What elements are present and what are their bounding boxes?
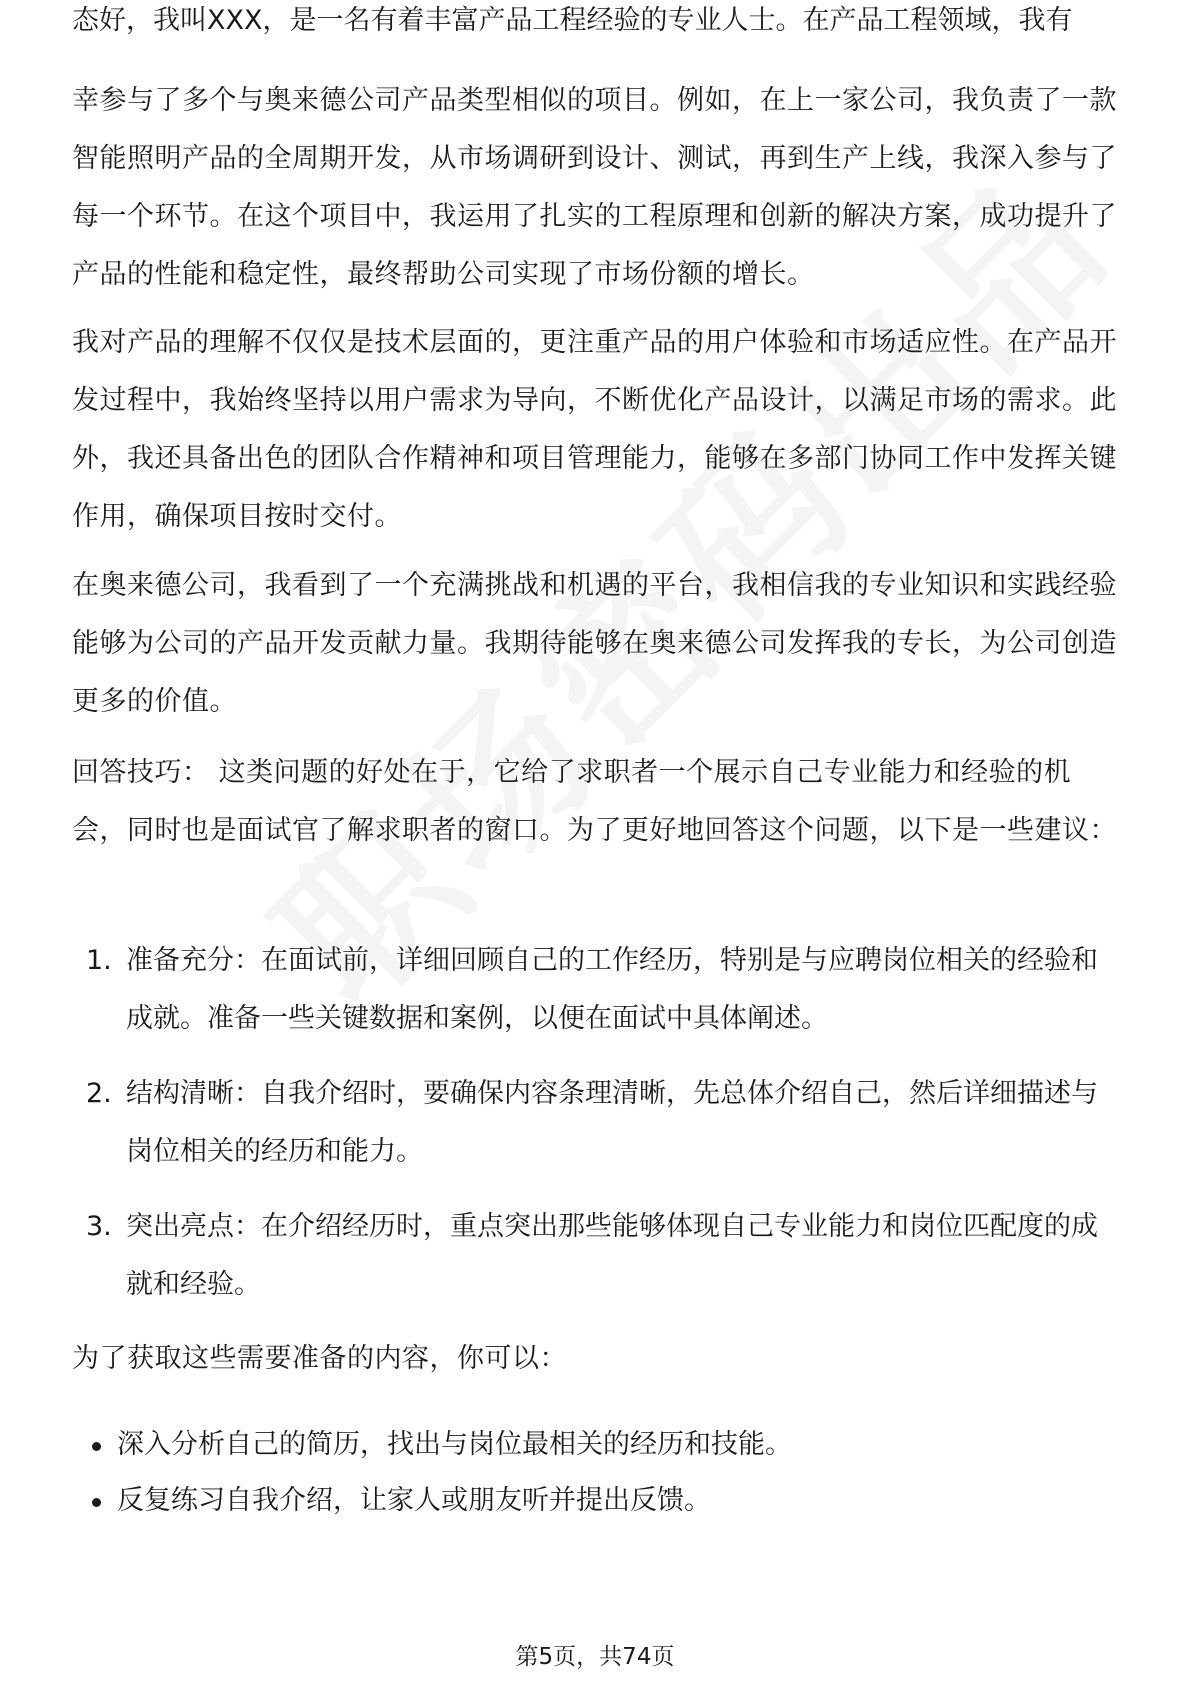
page-footer: 第5页，共74页 [515,1644,675,1670]
partial-top-line [72,5,1124,58]
list-text: 准备充分：在面试前，详细回顾自己的工作经历，特别是与应聘岗位相关的经验和成就。准备一些关键数据和案例，以便在面试中具体阐述。 [126,945,1098,1034]
list-number: 1. [86,945,112,976]
partial-top-line-text: 态好，我叫XXX，是一名有着丰富产品工程经验的专业人士。在产品工程领域，我有 [72,5,1073,36]
bullet-item-1 [92,1416,1122,1474]
bullet-text: 深入分析自己的简历，找出与岗位最相关的经历和技能。 [117,1429,792,1460]
list-text: 突出亮点：在介绍经历时，重点突出那些能够体现自己专业能力和岗位匹配度的成就和经验。 [126,1211,1098,1300]
list-number: 2. [86,1078,112,1109]
paragraph-company-fit: 在奥来德公司，我看到了一个充满挑战和机遇的平台，我相信我的专业知识和实践经验能够为公司的产品开发贡献力量。我期待能够在奥来德公司发挥我的专长，为公司创造更多的价值。 [72,570,1117,717]
numbered-item-3 [86,1198,1124,1314]
closing-intro: 为了获取这些需要准备的内容，你可以： [72,1343,567,1374]
bullet-dot-icon [92,1498,101,1507]
list-text: 结构清晰：自我介绍时，要确保内容条理清晰，先总体介绍自己，然后详细描述与岗位相关的经历和能力。 [126,1078,1098,1167]
list-number: 3. [86,1211,112,1242]
numbered-item-2 [86,1065,1124,1181]
bullet-item-2 [92,1472,1122,1530]
paragraph-experience: 幸参与了多个与奥来德公司产品类型相似的项目。例如，在上一家公司，我负责了一款智能照明产品的全周期开发，从市场调研到设计、测试，再到生产上线，我深入参与了每一个环节。在这个项目中，我运用了扎实的工程原理和创新的解决方案，成功提升了产品的性能和稳定性，最终帮助公司实现了市场份额的增长。 [72,85,1117,290]
bullet-dot-icon [92,1442,101,1451]
bullet-text: 反复练习自我介绍，让家人或朋友听并提出反馈。 [117,1485,711,1516]
paragraph-product-understanding: 我对产品的理解不仅仅是技术层面的，更注重产品的用户体验和市场适应性。在产品开发过程中，我始终坚持以用户需求为导向，不断优化产品设计，以满足市场的需求。此外，我还具备出色的团队合作精神和项目管理能力，能够在多部门协同工作中发挥关键作用，确保项目按时交付。 [72,327,1117,532]
paragraph-answer-tips: 回答技巧： 这类问题的好处在于，它给了求职者一个展示自己专业能力和经验的机会，同时也是面试官了解求职者的窗口。为了更好地回答这个问题，以下是一些建议： [72,757,1117,846]
numbered-item-1 [86,932,1124,1048]
